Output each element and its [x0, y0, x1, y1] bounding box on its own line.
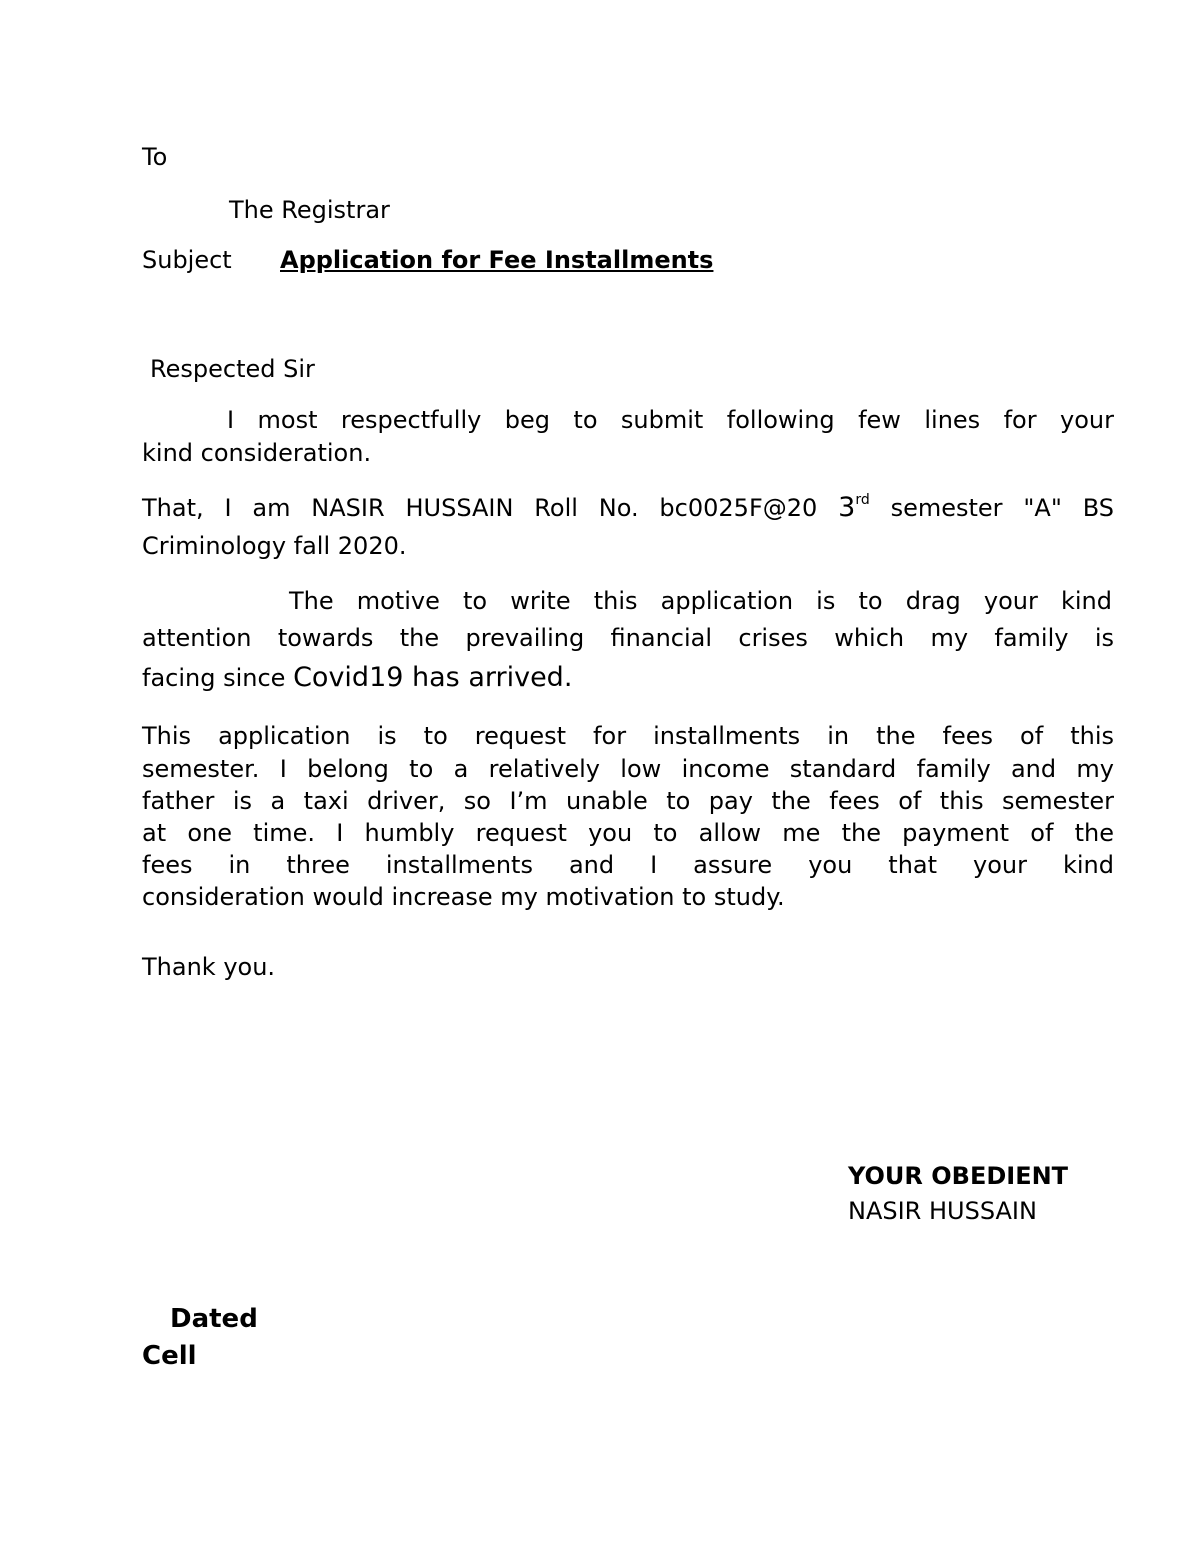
address-to: To: [142, 143, 168, 171]
signature-name: NASIR HUSSAIN: [848, 1197, 1037, 1225]
recipient: The Registrar: [229, 196, 390, 224]
request-line-2: semester. I belong to a relatively low income standard family and my: [142, 755, 1114, 783]
identity-text-after: semester "A" BS: [890, 494, 1114, 522]
request-line-5: fees in three installments and I assure you that your kind: [142, 851, 1114, 879]
closing: Thank you.: [142, 953, 276, 981]
cell-label: Cell: [142, 1341, 197, 1371]
subject-label: Subject: [142, 246, 232, 274]
request-line-3: father is a taxi driver, so I’m unable to pay the fees of this semester: [142, 787, 1114, 815]
intro-line-1: I most respectfully beg to submit following few lines for your: [227, 406, 1114, 434]
intro-line-2: kind consideration.: [142, 439, 372, 467]
signature-valediction: YOUR OBEDIENT: [848, 1162, 1069, 1190]
dated-label: Dated: [170, 1304, 258, 1334]
request-line-1: This application is to request for installments in the fees of this: [142, 722, 1114, 750]
motive-line-3-end: Covid19 has arrived.: [293, 662, 573, 693]
request-line-4: at one time. I humbly request you to allow me the payment of the: [142, 819, 1114, 847]
motive-line-1: The motive to write this application is to drag your kind: [289, 587, 1112, 615]
identity-line-2: Criminology fall 2020.: [142, 532, 407, 560]
ordinal-number: 3: [838, 492, 856, 523]
motive-line-3: [142, 662, 572, 693]
identity-text-before: That, I am NASIR HUSSAIN Roll No. bc0025F@20: [142, 494, 818, 522]
subject-title: Application for Fee Installments: [280, 246, 714, 274]
identity-line-1: [142, 492, 1114, 523]
salutation: Respected Sir: [150, 355, 315, 383]
motive-line-2: attention towards the prevailing financial crises which my family is: [142, 624, 1114, 652]
motive-line-3-start: facing since: [142, 664, 286, 692]
request-line-6: consideration would increase my motivation to study.: [142, 883, 785, 911]
ordinal-suffix: rd: [855, 492, 870, 508]
